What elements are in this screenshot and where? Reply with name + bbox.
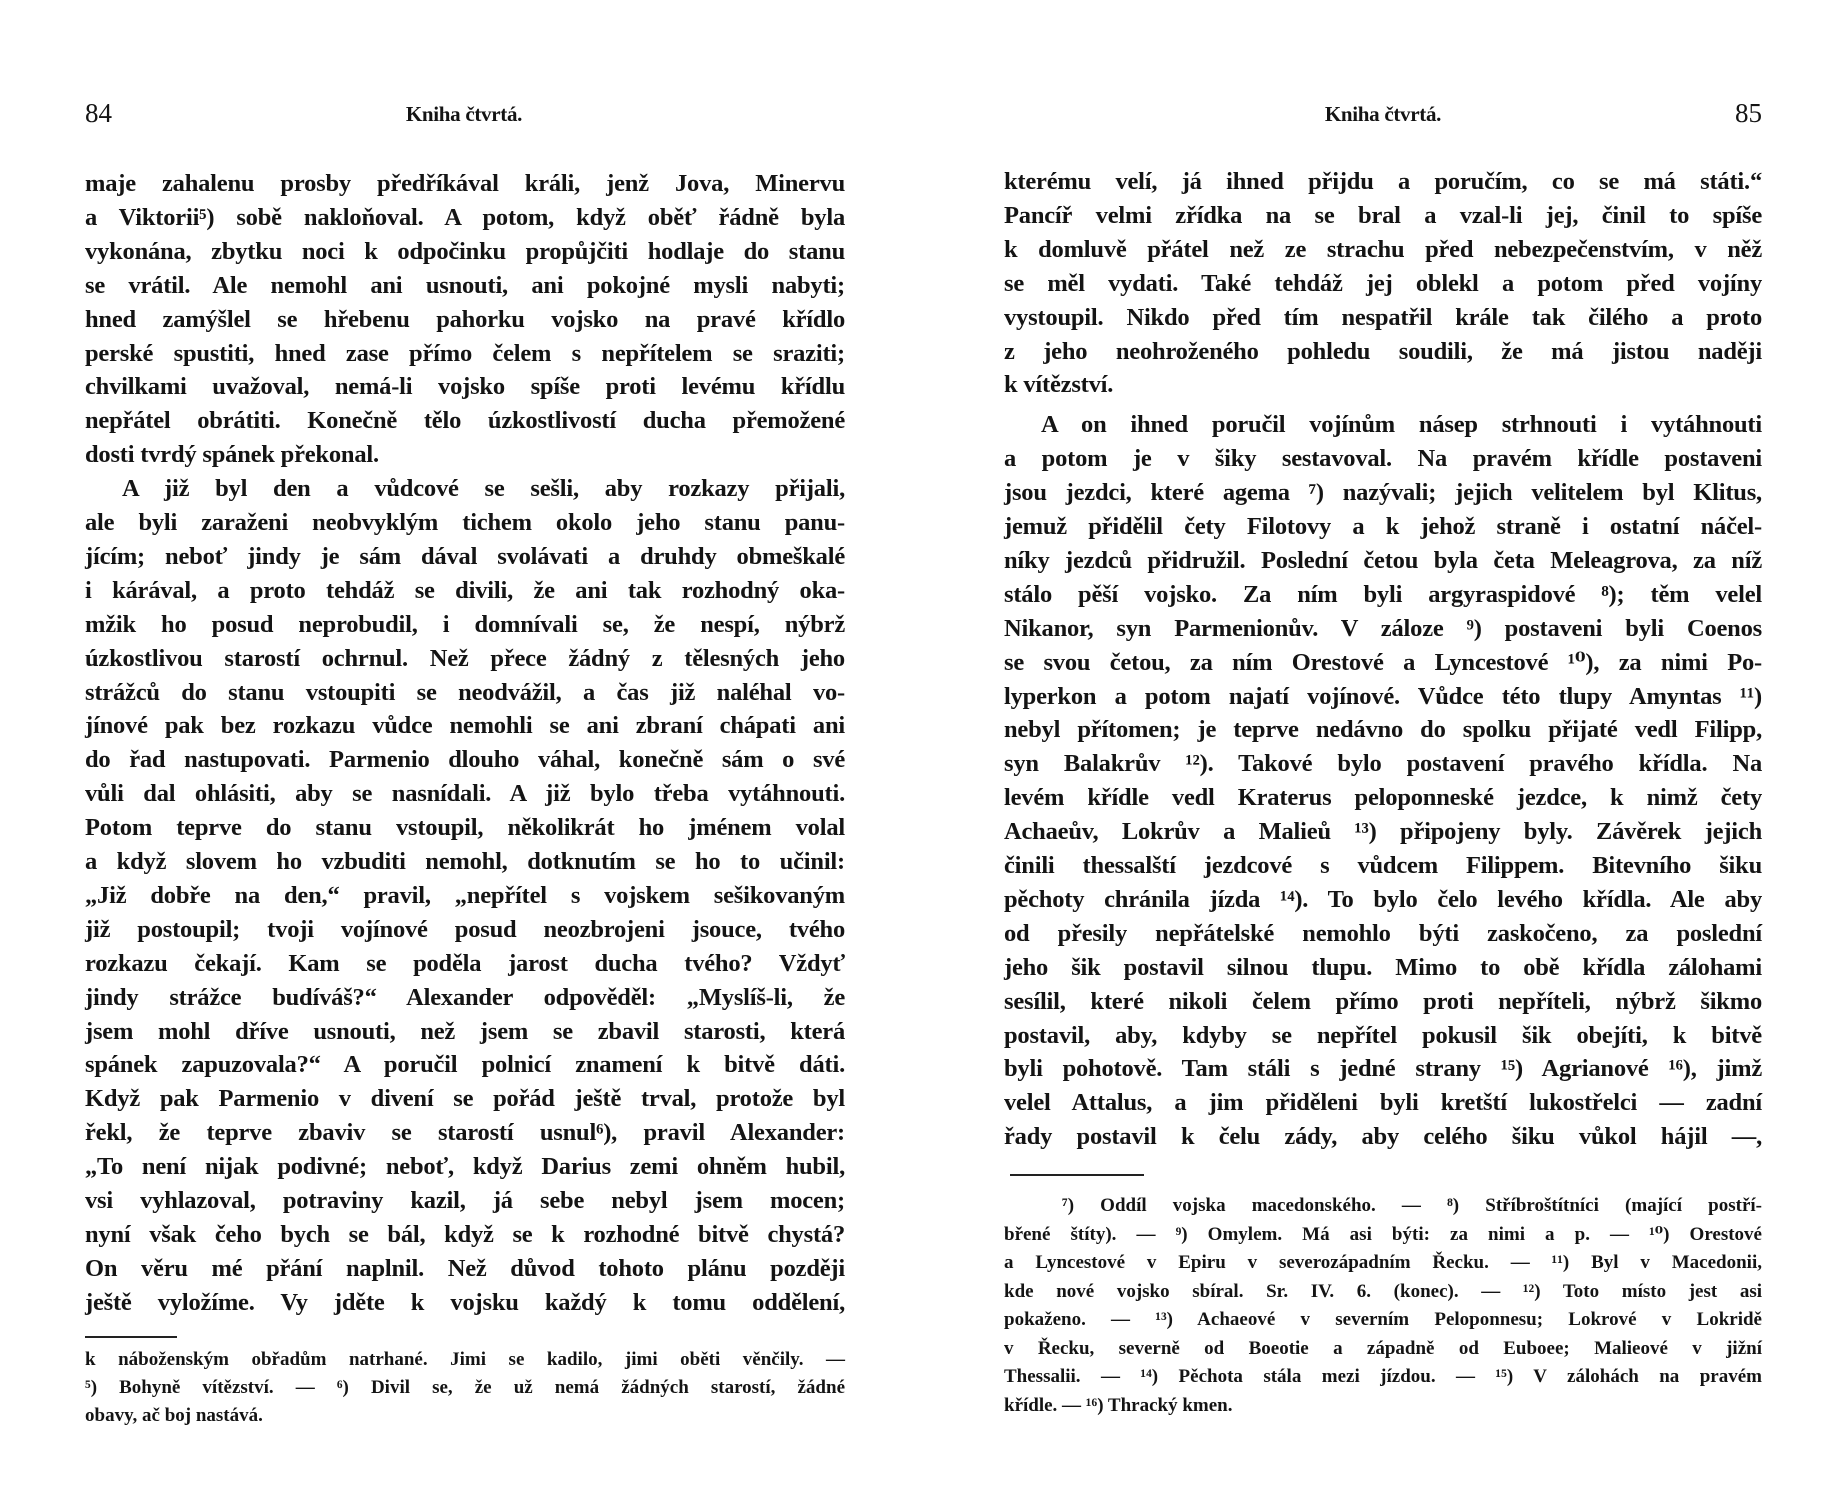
text-line: stálo pěší vojsko. Za ním byli argyraspidové ⁸); těm velel — [1004, 580, 1762, 608]
left-page — [85, 0, 845, 1500]
text-line: vsi vyhlazoval, potraviny kazil, já sebe nebyl jsem mocen; — [85, 1187, 845, 1214]
text-line: jeho šik postavil silnou tlupu. Mimo to obě křídla zálohami — [1004, 953, 1762, 981]
text-line: Pancíř velmi zřídka na se bral a vzal-li jej, činil to spíše — [1004, 201, 1762, 229]
text-line: ale byli zaraženi neobvyklým tichem okolo jeho stanu panu- — [85, 509, 845, 536]
page-number: 84 — [85, 98, 112, 128]
text-line: jínové pak bez rozkazu vůdce nemohli se ani zbraní chápati ani — [85, 712, 845, 740]
text-line: řady postavil k čelu zády, aby celého šiku vůkol hájil —, — [1004, 1123, 1762, 1151]
footnote-line: břené štíty). — ⁹) Omylem. Má asi býti: za nimi a p. — ¹⁰) Orestové — [1004, 1223, 1762, 1245]
text-line: již postoupil; tvoji vojínové posud neozbrojeni jsouce, tvého — [85, 915, 845, 943]
text-line: nebyl přítomen; je teprve nedávno do spolku přijaté vedl Filipp, — [1004, 716, 1762, 744]
text-line: vůli dal ohlásiti, aby se nasnídali. A již bylo třeba vytáhnouti. — [85, 780, 845, 808]
footnote-line: pokaženo. — ¹³) Achaeové v severním Peloponnesu; Lokrové v Lokridě — [1004, 1309, 1762, 1330]
text-line: nepřátel obrátiti. Konečně tělo úzkostlivostí ducha přemožené — [85, 407, 845, 435]
text-line: k vítězství. — [1004, 371, 1114, 399]
text-line: pěchoty chránila jízda ¹⁴). To bylo čelo levého křídla. Ale aby — [1004, 885, 1762, 913]
running-head: Kniha čtvrtá. — [1324, 102, 1442, 126]
text-line: jsem mohl dříve usnouti, než jsem se zbavil starosti, která — [85, 1017, 845, 1045]
running-head: Kniha čtvrtá. — [405, 102, 523, 126]
text-line: nyní však čeho bych se bál, když se k rozhodné bitvě chystá? — [85, 1220, 845, 1248]
text-line: lyperkon a potom najatí vojínové. Vůdce této tlupy Amyntas ¹¹) — [1004, 682, 1762, 710]
text-line: A již byl den a vůdcové se sešli, aby rozkazy přijali, — [122, 475, 845, 503]
text-line: sesílil, které nikoli čelem přímo proti nepříteli, nýbrž šikmo — [1004, 987, 1762, 1015]
text-line: z jeho neohroženého pohledu soudili, že má jistou naději — [1004, 337, 1762, 365]
text-line: kterému velí, já ihned přijdu a poručím, co se má státi.“ — [1004, 168, 1762, 195]
text-line: řekl, že teprve zbaviv se starostí usnul⁶), pravil Alexander: — [85, 1119, 845, 1147]
text-line: Achaeův, Lokrův a Malieů ¹³) připojeny byly. Závěrek jejich — [1004, 818, 1762, 846]
text-line: se svou četou, za ním Orestové a Lyncestové ¹⁰), za nimi Po- — [1004, 648, 1762, 676]
footnote-line: a Lyncestové v Epiru v severozápadním Řecku. — ¹¹) Byl v Macedonii, — [1004, 1252, 1762, 1273]
text-line: k domluvě přátel než ze strachu před nebezpečenstvím, v něž — [1004, 235, 1762, 263]
text-line: syn Balakrův ¹²). Takové bylo postavení pravého křídla. Na — [1004, 750, 1762, 778]
text-line: níky jezdců přidružil. Poslední četou byla četa Meleagrova, za níž — [1004, 546, 1762, 574]
footnote-rule — [85, 1336, 177, 1338]
text-line: jsou jezdci, které agema ⁷) nazývali; jejich velitelem byl Klitus, — [1004, 479, 1762, 507]
footnote-line: Thessalii. — ¹⁴) Pěchota stála mezi jízdou. — ¹⁵) V zálohách na pravém — [1004, 1366, 1762, 1387]
text-line: vystoupil. Nikdo před tím nespatřil krále tak čilého a proto — [1004, 303, 1762, 331]
text-line: spánek zapuzovala?“ A poručil polnicí znamení k bitvě dáti. — [85, 1051, 845, 1079]
text-line: úzkostlivou starostí ochrnul. Než přece žádný z tělesných jeho — [85, 644, 845, 672]
text-line: jemuž přidělil čety Filotovy a k jehož straně i ostatní náčel- — [1004, 513, 1762, 540]
text-line: Potom teprve do stanu vstoupil, několikrát ho jménem volal — [85, 814, 845, 842]
text-line: se vrátil. Ale nemohl ani usnouti, ani pokojné mysli nabyti; — [85, 271, 845, 299]
text-line: se měl vydati. Také tehdáž jej oblekl a potom před vojíny — [1004, 269, 1762, 297]
text-line: perské spustiti, hned zase přímo čelem s nepřítelem se sraziti; — [85, 339, 845, 367]
text-line: A on ihned poručil vojínům násep strhnouti i vytáhnouti — [1041, 411, 1762, 439]
text-line: On věru mé přání naplnil. Než důvod tohoto plánu později — [85, 1254, 845, 1282]
text-line: „Již dobře na den,“ pravil, „nepřítel s vojskem sešikovaným — [85, 881, 845, 909]
text-line: velel Attalus, a jim přiděleni byli kretští lukostřelci — zadní — [1004, 1089, 1762, 1117]
text-line: chvilkami uvažoval, nemá-li vojsko spíše proti levému křídlu — [85, 373, 845, 401]
footnote-line: kde nové vojsko sbíral. Sr. IV. 6. (konec). — ¹²) Toto místo jest asi — [1004, 1280, 1762, 1302]
text-line: strážců do stanu vstoupiti se neodvážil, a čas již naléhal vo- — [85, 678, 845, 706]
text-line: jindy strážce budíváš?“ Alexander odpověděl: „Myslíš-li, že — [85, 983, 845, 1011]
text-line: činili thessalští jezdcové s vůdcem Filippem. Bitevního šiku — [1004, 852, 1762, 879]
text-line: dosti tvrdý spánek překonal. — [85, 441, 379, 469]
text-line: a Viktorii⁵) sobě nakloňoval. A potom, když oběť řádně byla — [85, 203, 845, 231]
text-line: a potom je v šiky sestavoval. Na pravém křídle postaveni — [1004, 445, 1762, 473]
footnote-line: ⁷) Oddíl vojska macedonského. — ⁸) Stříbroštítníci (mající postří- — [1062, 1195, 1762, 1216]
text-line: i kárával, a proto tehdáž se divili, že ani tak rozhodný oka- — [85, 576, 845, 604]
text-line: Když pak Parmenio v divení se pořád ještě trval, protože byl — [85, 1085, 845, 1113]
text-line: postavil, aby, kdyby se nepřítel pokusil šik obejíti, k bitvě — [1004, 1021, 1762, 1049]
text-line: byli pohotově. Tam stáli s jedné strany ¹⁵) Agrianové ¹⁶), jimž — [1004, 1055, 1762, 1083]
text-line: levém křídle vedl Kraterus peloponneské jezdce, k nimž čety — [1004, 784, 1762, 812]
page-number: 85 — [1735, 98, 1762, 128]
text-line: rozkazu čekají. Kam se poděla jarost ducha tvého? Vždyť — [85, 949, 845, 977]
footnote-line: k náboženským obřadům natrhané. Jimi se kadilo, jimi oběti věnčily. — — [85, 1349, 845, 1370]
text-line: maje zahalenu prosby předříkával králi, jenž Jova, Minervu — [85, 170, 845, 197]
text-line: jícím; neboť jindy je sám dával svolávati a druhdy obmeškalé — [85, 542, 845, 570]
footnote-line: křídle. — ¹⁶) Thracký kmen. — [1004, 1394, 1233, 1416]
text-line: Nikanor, syn Parmenionův. V záloze ⁹) postaveni byli Coenos — [1004, 614, 1762, 642]
text-line: hned zamýšlel se hřebenu pahorku vojsko na pravé křídlo — [85, 305, 845, 333]
text-line: „To není nijak podivné; neboť, když Darius zemi ohněm hubil, — [85, 1153, 845, 1181]
text-line: vykonána, zbytku noci k odpočinku propůjčiti hodlaje do stanu — [85, 237, 845, 265]
text-line: ještě vyložíme. Vy jděte k vojsku každý k tomu oddělení, — [85, 1288, 845, 1316]
footnote-line: obavy, ač boj nastává. — [85, 1405, 263, 1426]
right-page — [1004, 0, 1762, 1500]
footnote-rule — [1010, 1174, 1144, 1176]
text-line: od přesily nepřátelské nemohlo býti zaskočeno, za poslední — [1004, 919, 1762, 947]
footnote-line: ⁵) Bohyně vítězství. — ⁶) Divil se, že už nemá žádných starostí, žádné — [85, 1377, 845, 1398]
text-line: a když slovem ho vzbuditi nemohl, dotknutím se ho to učinil: — [85, 848, 845, 875]
footnote-line: v Řecku, severně od Boeotie a západně od Euboee; Malieové v jižní — [1004, 1337, 1762, 1359]
text-line: do řad nastupovati. Parmenio dlouho váhal, konečně sám o své — [85, 746, 845, 774]
text-line: mžik ho posud neprobudil, i domnívali se, že nespí, nýbrž — [85, 610, 845, 638]
